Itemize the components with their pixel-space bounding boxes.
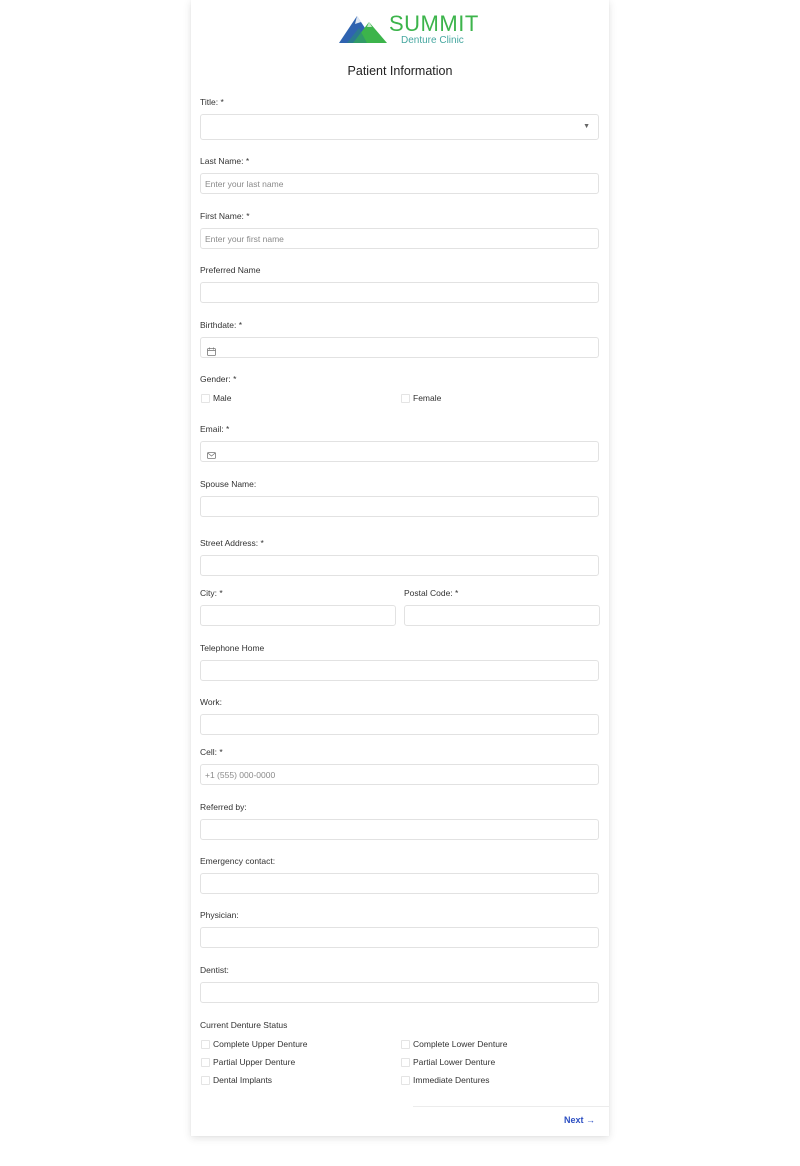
- mail-icon: [207, 447, 216, 465]
- last-name-placeholder: Enter your last name: [205, 179, 284, 189]
- chevron-down-icon: ▼: [583, 123, 590, 130]
- physician-label: Physician:: [200, 910, 239, 920]
- referred-by-input[interactable]: [200, 819, 599, 840]
- clinic-logo: [339, 11, 479, 48]
- email-label: Email: *: [200, 424, 230, 434]
- spouse-name-label: Spouse Name:: [200, 479, 257, 489]
- patient-form-card: [191, 0, 609, 1136]
- birthdate-input[interactable]: [200, 337, 599, 358]
- postal-code-label: Postal Code: *: [404, 588, 459, 598]
- dental-implants-checkbox[interactable]: [201, 1076, 210, 1085]
- first-name-placeholder: Enter your first name: [205, 234, 284, 244]
- complete-lower-denture-label: Complete Lower Denture: [413, 1039, 508, 1049]
- title-select[interactable]: [200, 114, 599, 140]
- gender-female-checkbox[interactable]: [401, 394, 410, 403]
- first-name-input[interactable]: [200, 228, 599, 249]
- immediate-dentures-label: Immediate Dentures: [413, 1075, 490, 1085]
- street-address-label: Street Address: *: [200, 538, 264, 548]
- gender-female-label: Female: [413, 393, 442, 403]
- postal-code-input[interactable]: [404, 605, 600, 626]
- footer-divider: [413, 1106, 609, 1107]
- birthdate-label: Birthdate: *: [200, 320, 243, 330]
- cell-label: Cell: *: [200, 747, 223, 757]
- page-title: Patient Information: [347, 64, 453, 78]
- gender-label: Gender: *: [200, 374, 237, 384]
- cell-input[interactable]: [200, 764, 599, 785]
- telephone-home-label: Telephone Home: [200, 643, 265, 653]
- partial-upper-denture-label: Partial Upper Denture: [213, 1057, 296, 1067]
- dentist-label: Dentist:: [200, 965, 229, 975]
- city-label: City: *: [200, 588, 223, 598]
- denture-status-label: Current Denture Status: [200, 1020, 288, 1030]
- preferred-name-label: Preferred Name: [200, 265, 261, 275]
- complete-lower-denture-checkbox[interactable]: [401, 1040, 410, 1049]
- referred-by-label: Referred by:: [200, 802, 247, 812]
- street-address-input[interactable]: [200, 555, 599, 576]
- complete-upper-denture-checkbox[interactable]: [201, 1040, 210, 1049]
- preferred-name-input[interactable]: [200, 282, 599, 303]
- complete-upper-denture-label: Complete Upper Denture: [213, 1039, 308, 1049]
- first-name-label: First Name: *: [200, 211, 250, 221]
- calendar-icon: [207, 343, 216, 361]
- email-input[interactable]: [200, 441, 599, 462]
- emergency-contact-label: Emergency contact:: [200, 856, 276, 866]
- partial-lower-denture-checkbox[interactable]: [401, 1058, 410, 1067]
- mountain-logo-icon: [339, 12, 391, 44]
- cell-placeholder: +1 (555) 000-0000: [205, 770, 276, 780]
- gender-male-label: Male: [213, 393, 232, 403]
- partial-lower-denture-label: Partial Lower Denture: [413, 1057, 496, 1067]
- telephone-home-input[interactable]: [200, 660, 599, 681]
- dentist-input[interactable]: [200, 982, 599, 1003]
- work-label: Work:: [200, 697, 223, 707]
- partial-upper-denture-checkbox[interactable]: [201, 1058, 210, 1067]
- immediate-dentures-checkbox[interactable]: [401, 1076, 410, 1085]
- city-input[interactable]: [200, 605, 396, 626]
- spouse-name-input[interactable]: [200, 496, 599, 517]
- logo-wordmark: SUMMIT: [389, 11, 479, 36]
- work-input[interactable]: [200, 714, 599, 735]
- dental-implants-label: Dental Implants: [213, 1075, 273, 1085]
- last-name-label: Last Name: *: [200, 156, 250, 166]
- last-name-input[interactable]: [200, 173, 599, 194]
- emergency-contact-input[interactable]: [200, 873, 599, 894]
- physician-input[interactable]: [200, 927, 599, 948]
- gender-male-checkbox[interactable]: [201, 394, 210, 403]
- title-label: Title: *: [200, 97, 224, 107]
- logo-subtitle: Denture Clinic: [401, 35, 464, 46]
- next-button[interactable]: Next →: [563, 1115, 595, 1125]
